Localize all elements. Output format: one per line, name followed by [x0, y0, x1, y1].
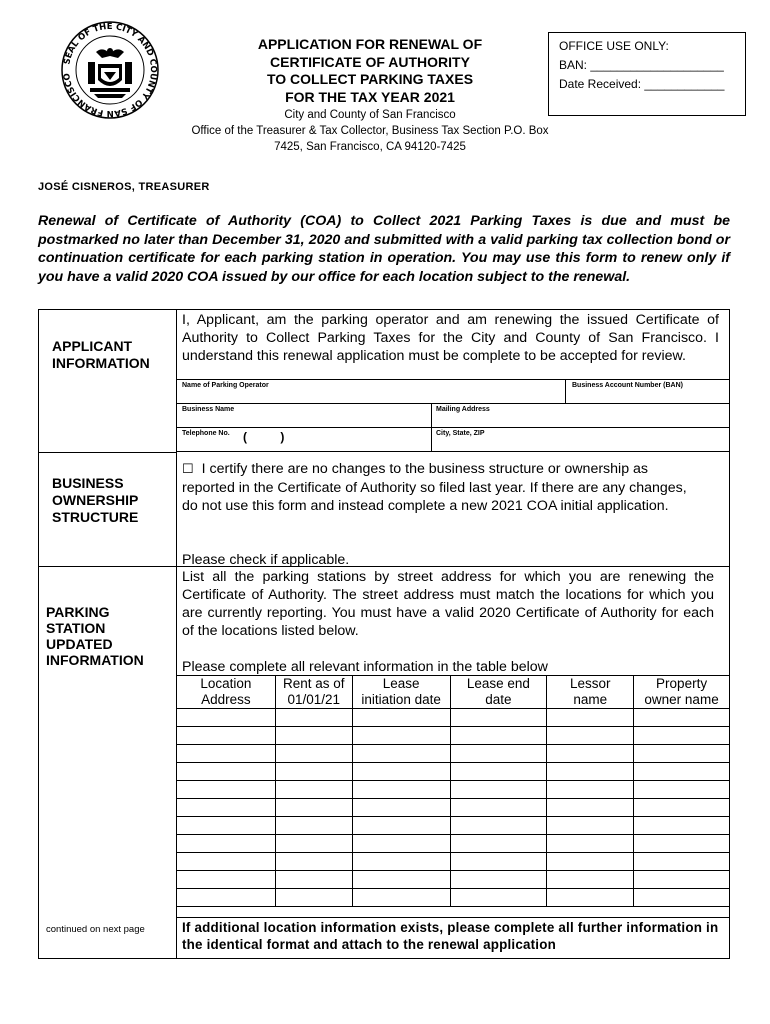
table-cell[interactable]: [634, 817, 730, 835]
col-property-owner: Property owner name: [634, 676, 730, 709]
office-use-box: [548, 32, 746, 116]
parking-statement: List all the parking stations by street address for which you are renewing the Certificate of Authority. The street address must match the locations for which you are currently reporting. You must have a valid 2020 Certificate of Authority for each of the locations listed below.: [182, 569, 714, 639]
table-cell[interactable]: [352, 835, 450, 853]
fields-row-divider-2: [176, 427, 730, 428]
table-cell[interactable]: [450, 709, 547, 727]
table-cell[interactable]: [352, 853, 450, 871]
table-cell[interactable]: [450, 763, 547, 781]
business-name-field[interactable]: Business Name: [182, 406, 235, 413]
table-intro: Please complete all relevant information in the table below: [182, 659, 548, 675]
table-cell[interactable]: [352, 889, 450, 907]
applicant-label-line-1: APPLICANT: [52, 338, 133, 354]
ban-field[interactable]: Business Account Number (BAN): [572, 382, 683, 389]
operator-name-field[interactable]: Name of Parking Operator: [182, 382, 269, 389]
table-cell[interactable]: [634, 745, 730, 763]
subtitle-line-3: 7425, San Francisco, CA 94120-7425: [274, 141, 466, 153]
parking-label-line-2: STATION: [46, 620, 106, 636]
ownership-label-line-3: STRUCTURE: [52, 509, 139, 525]
table-cell[interactable]: [275, 799, 352, 817]
ownership-statement-block: [182, 460, 702, 516]
table-cell[interactable]: [177, 727, 276, 745]
table-cell[interactable]: [547, 817, 634, 835]
fields-col-divider-2: [431, 403, 432, 452]
parking-label-line-1: PARKING: [46, 604, 110, 620]
table-cell[interactable]: [275, 709, 352, 727]
table-cell[interactable]: [450, 853, 547, 871]
subtitle-line-2: Office of the Treasurer & Tax Collector, Business Tax Section P.O. Box: [191, 125, 549, 137]
table-cell[interactable]: [547, 889, 634, 907]
table-cell[interactable]: [177, 745, 276, 763]
col-lessor: Lessor name: [547, 676, 634, 709]
table-cell[interactable]: [177, 781, 276, 799]
table-row: [177, 727, 730, 745]
check-if-applicable-note: Please check if applicable.: [182, 552, 350, 568]
table-cell[interactable]: [352, 817, 450, 835]
table-row: [177, 853, 730, 871]
footer-note: If additional location information exists, please complete all further information in the identical format and attach to the renewal application: [182, 920, 719, 952]
table-cell[interactable]: [275, 853, 352, 871]
table-cell[interactable]: [275, 835, 352, 853]
table-cell[interactable]: [547, 763, 634, 781]
table-cell[interactable]: [547, 709, 634, 727]
table-cell[interactable]: [634, 781, 730, 799]
parking-label-line-3: UPDATED: [46, 636, 113, 652]
table-cell[interactable]: [547, 799, 634, 817]
mailing-address-field[interactable]: Mailing Address: [436, 406, 490, 413]
office-date-received-line: Date Received: ____________: [559, 77, 725, 91]
table-cell[interactable]: [547, 781, 634, 799]
table-cell[interactable]: [634, 763, 730, 781]
subtitle-line-1: City and County of San Francisco: [284, 109, 456, 121]
table-cell[interactable]: [547, 835, 634, 853]
form-title: [230, 36, 510, 106]
table-cell[interactable]: [275, 889, 352, 907]
table-cell[interactable]: [177, 871, 276, 889]
parking-locations-table: [176, 675, 730, 907]
table-cell[interactable]: [634, 889, 730, 907]
table-row: [177, 889, 730, 907]
table-cell[interactable]: [450, 727, 547, 745]
table-cell[interactable]: [177, 853, 276, 871]
table-cell[interactable]: [177, 835, 276, 853]
table-cell[interactable]: [450, 835, 547, 853]
table-cell[interactable]: [547, 727, 634, 745]
table-cell[interactable]: [177, 817, 276, 835]
table-cell[interactable]: [450, 781, 547, 799]
table-cell[interactable]: [352, 763, 450, 781]
section-divider-2: [38, 566, 176, 567]
table-cell[interactable]: [275, 817, 352, 835]
parking-label-line-4: INFORMATION: [46, 652, 144, 668]
footer-divider: [176, 917, 730, 918]
table-cell[interactable]: [352, 727, 450, 745]
table-cell[interactable]: [275, 781, 352, 799]
table-cell[interactable]: [450, 745, 547, 763]
table-row: [177, 709, 730, 727]
telephone-parens: ( ): [243, 430, 285, 444]
table-row: [177, 745, 730, 763]
table-cell[interactable]: [352, 745, 450, 763]
ownership-statement: I certify there are no changes to the business structure or ownership as reported in the Certificate of Authority so filed last year. If there are any changes, do not use this form and instead complete a new 2021 COA initial application.: [182, 461, 687, 514]
table-cell[interactable]: [547, 871, 634, 889]
ownership-label-line-2: OWNERSHIP: [52, 492, 139, 508]
office-address: [140, 107, 600, 155]
table-cell[interactable]: [634, 727, 730, 745]
table-cell[interactable]: [547, 853, 634, 871]
city-seal-logo: [60, 20, 160, 120]
fields-row-divider-1: [176, 403, 730, 404]
table-cell[interactable]: [450, 889, 547, 907]
table-cell[interactable]: [450, 871, 547, 889]
table-cell[interactable]: [352, 871, 450, 889]
table-cell[interactable]: [352, 799, 450, 817]
table-row: [177, 817, 730, 835]
applicant-section-label: [52, 338, 150, 372]
table-cell[interactable]: [634, 835, 730, 853]
table-cell[interactable]: [177, 889, 276, 907]
table-cell[interactable]: [634, 853, 730, 871]
table-cell[interactable]: [275, 763, 352, 781]
fields-col-divider-1: [565, 379, 566, 403]
table-cell[interactable]: [275, 745, 352, 763]
treasurer-name: JOSÉ CISNEROS, TREASURER: [38, 181, 210, 193]
table-cell[interactable]: [547, 745, 634, 763]
table-row: [177, 871, 730, 889]
table-cell[interactable]: [450, 817, 547, 835]
applicant-label-line-2: INFORMATION: [52, 355, 150, 371]
title-line-3: TO COLLECT PARKING TAXES: [266, 71, 474, 87]
col-lease-initiation: Lease initiation date: [352, 676, 450, 709]
table-cell[interactable]: [352, 781, 450, 799]
continued-note: continued on next page: [46, 924, 145, 935]
ownership-section-label: [52, 475, 138, 526]
col-lease-end: Lease end date: [450, 676, 547, 709]
intro-paragraph: Renewal of Certificate of Authority (COA) to Collect 2021 Parking Taxes is due and must be postmarked no later than December 31, 2020 and submitted with a valid parking tax collection bond or continuation certificate for each parking station in operation. You may use this form to renew only if you have a valid 2020 COA issued by our office for each location subject to the renewal.: [38, 213, 730, 285]
table-cell[interactable]: [275, 727, 352, 745]
table-cell[interactable]: [634, 709, 730, 727]
title-line-1: APPLICATION FOR RENEWAL OF: [257, 36, 483, 52]
svg-text:SEAL OF THE CITY AND COUNTY OF: SEAL OF THE CITY AND COUNTY OF SAN FRANCISCO: [62, 21, 159, 119]
table-cell[interactable]: [634, 799, 730, 817]
no-change-checkbox[interactable]: ☐: [182, 461, 194, 476]
col-location-address: Location Address: [177, 676, 276, 709]
title-line-4: FOR THE TAX YEAR 2021: [285, 88, 455, 105]
section-divider-1: [38, 452, 176, 453]
title-line-2: CERTIFICATE OF AUTHORITY: [270, 53, 470, 70]
table-row: [177, 781, 730, 799]
city-state-zip-field[interactable]: City, State, ZIP: [436, 430, 485, 437]
table-row: [177, 799, 730, 817]
table-cell[interactable]: [177, 799, 276, 817]
office-ban-line: BAN: ____________________: [559, 58, 724, 72]
table-cell[interactable]: [177, 763, 276, 781]
table-cell[interactable]: [177, 709, 276, 727]
table-cell[interactable]: [352, 709, 450, 727]
table-cell[interactable]: [275, 871, 352, 889]
col-rent: Rent as of 01/01/21: [275, 676, 352, 709]
table-row: [177, 835, 730, 853]
ownership-label-line-1: BUSINESS: [52, 475, 124, 491]
table-header-row: [177, 676, 730, 709]
parking-section-label: [46, 604, 144, 668]
table-cell[interactable]: [634, 871, 730, 889]
applicant-statement: I, Applicant, am the parking operator and am renewing the issued Certificate of Authority to Collect Parking Taxes for the City and County of San Francisco. I understand this renewal application must be complete to be accepted for review.: [182, 312, 719, 364]
table-cell[interactable]: [450, 799, 547, 817]
table-row: [177, 763, 730, 781]
telephone-field[interactable]: Telephone No.: [182, 430, 230, 437]
office-use-label: OFFICE USE ONLY:: [559, 39, 669, 53]
